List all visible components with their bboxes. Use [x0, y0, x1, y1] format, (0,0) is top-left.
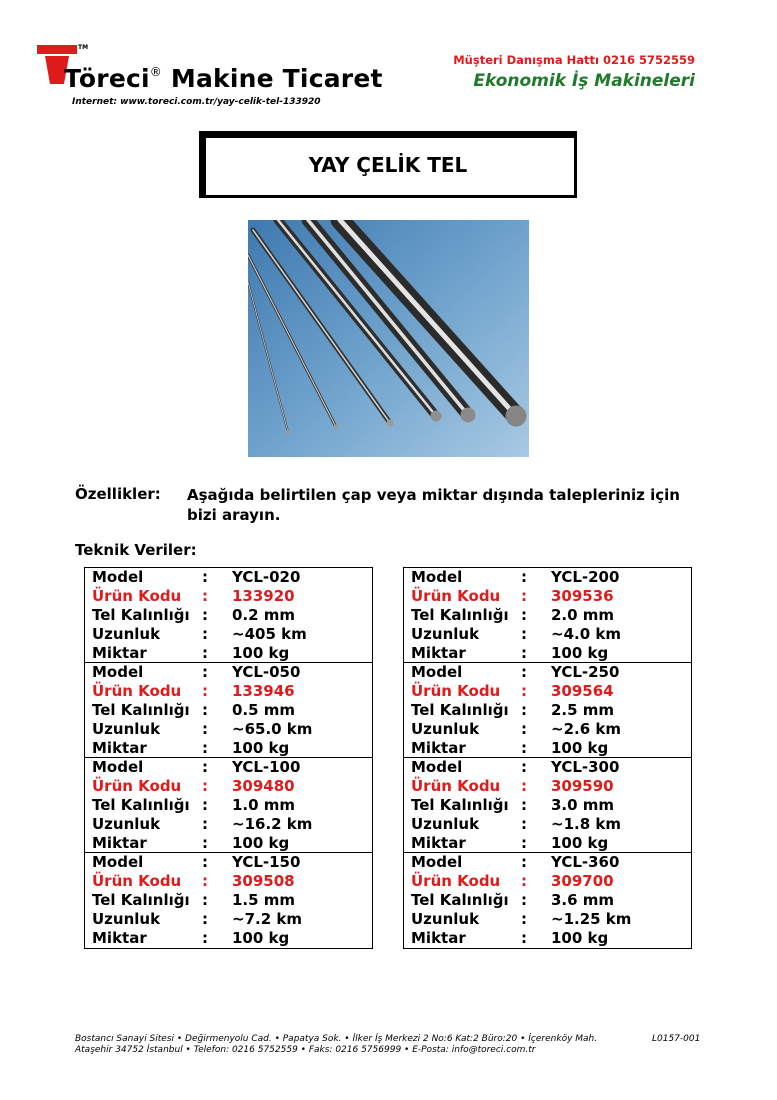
spec-row-quantity: [92, 644, 372, 663]
spec-label: Ürün Kodu: [92, 682, 182, 700]
spec-value-model: YCL-200: [551, 568, 620, 586]
product-spec-block: [85, 663, 372, 758]
spec-row-model: [92, 568, 372, 587]
product-spec-block: [85, 758, 372, 853]
spec-label: Uzunluk: [411, 625, 480, 643]
spec-row-quantity: [411, 644, 691, 663]
spec-row-length: [411, 910, 691, 929]
spec-separator: :: [202, 929, 208, 947]
spec-value-length: ~16.2 km: [232, 815, 313, 833]
spec-separator: :: [521, 739, 527, 757]
spec-value-thickness: 2.0 mm: [551, 606, 615, 624]
spec-value-thickness: 3.6 mm: [551, 891, 615, 909]
spec-row-length: [92, 720, 372, 739]
spec-value-length: ~405 km: [232, 625, 307, 643]
spec-row-model: [92, 853, 372, 872]
spec-row-model: [411, 853, 691, 872]
footer-address-line-1: Bostancı Sanayi Sitesi • Değirmenyolu Cad. • Papatya Sok. • İlker İş Merkezi 2 No:6 Kat:2 Büro:20 • İçerenköy Mah.: [75, 1034, 598, 1044]
product-spec-block: [85, 568, 372, 663]
spec-label: Miktar: [92, 644, 147, 662]
website-url[interactable]: Internet: www.toreci.com.tr/yay-celik-tel-133920: [72, 97, 321, 107]
spec-row-model: [411, 663, 691, 682]
spec-separator: :: [202, 777, 208, 795]
spec-value-code: 309536: [551, 587, 614, 605]
spec-separator: :: [202, 644, 208, 662]
spec-separator: :: [202, 891, 208, 909]
spec-label: Tel Kalınlığı: [411, 796, 509, 814]
spec-row-length: [92, 625, 372, 644]
spec-row-model: [92, 663, 372, 682]
spec-value-length: ~4.0 km: [551, 625, 621, 643]
page-title: YAY ÇELİK TEL: [308, 152, 468, 177]
spec-value-code: 309480: [232, 777, 295, 795]
spec-separator: :: [521, 796, 527, 814]
spec-row-model: [92, 758, 372, 777]
document-reference: L0157-001: [652, 1034, 701, 1044]
product-spec-block: [85, 853, 372, 948]
spec-value-thickness: 0.2 mm: [232, 606, 296, 624]
spec-column-left: [84, 567, 373, 949]
spec-value-quantity: 100 kg: [551, 834, 609, 852]
spec-value-code: 133946: [232, 682, 295, 700]
spec-label: Uzunluk: [411, 720, 480, 738]
spec-value-thickness: 3.0 mm: [551, 796, 615, 814]
spec-row-thickness: [411, 796, 691, 815]
tech-data-label: Teknik Veriler:: [75, 541, 197, 559]
features-text: Aşağıda belirtilen çap veya miktar dışında talepleriniz için bizi arayın.: [187, 486, 680, 524]
spec-separator: :: [521, 891, 527, 909]
spec-row-length: [411, 625, 691, 644]
spec-separator: :: [202, 853, 208, 871]
spec-row-quantity: [92, 929, 372, 948]
spec-separator: :: [521, 758, 527, 776]
spec-separator: :: [521, 587, 527, 605]
registered-mark: ®: [149, 65, 162, 79]
spec-separator: :: [521, 910, 527, 928]
spec-separator: :: [202, 758, 208, 776]
spec-separator: :: [521, 625, 527, 643]
hotline: Müşteri Danışma Hattı 0216 5752559: [453, 53, 695, 67]
spec-value-thickness: 2.5 mm: [551, 701, 615, 719]
spec-value-thickness: 1.0 mm: [232, 796, 296, 814]
spec-value-length: ~2.6 km: [551, 720, 621, 738]
spec-value-quantity: 100 kg: [551, 739, 609, 757]
spec-label: Ürün Kodu: [92, 777, 182, 795]
spec-label: Miktar: [411, 739, 466, 757]
spec-value-model: YCL-020: [232, 568, 301, 586]
spec-label: Model: [92, 758, 144, 776]
spec-separator: :: [521, 606, 527, 624]
spec-label: Tel Kalınlığı: [92, 891, 190, 909]
product-spec-block: [404, 853, 691, 948]
product-spec-block: [404, 568, 691, 663]
spec-separator: :: [202, 587, 208, 605]
spec-row-code: [92, 777, 372, 796]
spec-row-thickness: [92, 606, 372, 625]
spec-label: Tel Kalınlığı: [92, 796, 190, 814]
spec-separator: :: [202, 872, 208, 890]
spec-row-code: [411, 872, 691, 891]
spec-value-quantity: 100 kg: [232, 739, 290, 757]
spec-value-model: YCL-300: [551, 758, 620, 776]
spec-value-model: YCL-100: [232, 758, 301, 776]
spec-label: Miktar: [411, 929, 466, 947]
spec-value-code: 309564: [551, 682, 614, 700]
spec-value-length: ~65.0 km: [232, 720, 313, 738]
spec-separator: :: [202, 796, 208, 814]
spec-label: Uzunluk: [92, 625, 161, 643]
spec-separator: :: [521, 682, 527, 700]
spec-separator: :: [521, 929, 527, 947]
company-name-main: Töreci: [64, 64, 150, 93]
spec-label: Ürün Kodu: [411, 872, 501, 890]
spec-separator: :: [521, 777, 527, 795]
spec-value-model: YCL-360: [551, 853, 620, 871]
spec-separator: :: [202, 701, 208, 719]
spec-label: Ürün Kodu: [92, 872, 182, 890]
spec-label: Miktar: [92, 834, 147, 852]
product-spec-block: [404, 758, 691, 853]
spec-row-thickness: [411, 891, 691, 910]
spec-row-model: [411, 758, 691, 777]
spec-row-model: [411, 568, 691, 587]
spec-label: Ürün Kodu: [92, 587, 182, 605]
spec-row-quantity: [92, 739, 372, 758]
spec-row-thickness: [92, 891, 372, 910]
spec-label: Uzunluk: [411, 815, 480, 833]
title-box: [199, 131, 577, 198]
spec-separator: :: [521, 872, 527, 890]
spec-label: Tel Kalınlığı: [411, 891, 509, 909]
spec-label: Uzunluk: [411, 910, 480, 928]
spec-value-length: ~7.2 km: [232, 910, 302, 928]
spec-separator: :: [202, 739, 208, 757]
spec-label: Tel Kalınlığı: [92, 701, 190, 719]
spec-value-length: ~1.8 km: [551, 815, 621, 833]
spec-separator: :: [521, 834, 527, 852]
spec-separator: :: [202, 834, 208, 852]
spec-value-code: 133920: [232, 587, 295, 605]
spec-row-thickness: [92, 701, 372, 720]
spec-label: Model: [411, 568, 463, 586]
spec-row-code: [92, 682, 372, 701]
spec-column-right: [403, 567, 692, 949]
spec-value-code: 309700: [551, 872, 614, 890]
spec-separator: :: [202, 815, 208, 833]
spec-separator: :: [521, 663, 527, 681]
spec-label: Miktar: [411, 644, 466, 662]
spec-label: Model: [411, 758, 463, 776]
features-label: Özellikler:: [75, 485, 161, 503]
spec-label: Miktar: [92, 739, 147, 757]
spec-value-quantity: 100 kg: [551, 644, 609, 662]
spec-row-thickness: [411, 701, 691, 720]
spec-grid: [84, 567, 692, 951]
spec-value-code: 309508: [232, 872, 295, 890]
spec-label: Model: [92, 663, 144, 681]
spec-separator: :: [202, 682, 208, 700]
spec-value-thickness: 0.5 mm: [232, 701, 296, 719]
spec-separator: :: [521, 568, 527, 586]
spec-row-quantity: [92, 834, 372, 853]
spec-value-quantity: 100 kg: [551, 929, 609, 947]
spec-value-quantity: 100 kg: [232, 929, 290, 947]
spec-label: Tel Kalınlığı: [411, 701, 509, 719]
company-name: [64, 64, 383, 93]
spec-label: Uzunluk: [92, 910, 161, 928]
slogan: Ekonomik İş Makineleri: [473, 71, 695, 91]
spec-value-quantity: 100 kg: [232, 834, 290, 852]
spec-separator: :: [202, 568, 208, 586]
spec-value-thickness: 1.5 mm: [232, 891, 296, 909]
spec-row-length: [411, 720, 691, 739]
spec-row-code: [92, 872, 372, 891]
spec-label: Model: [411, 663, 463, 681]
footer-address-line-2: Ataşehir 34752 İstanbul • Telefon: 0216 5752559 • Faks: 0216 5756999 • E-Posta: info@toreci.com.tr: [75, 1045, 536, 1055]
spec-row-quantity: [411, 834, 691, 853]
spec-value-model: YCL-050: [232, 663, 301, 681]
spec-separator: :: [202, 606, 208, 624]
spec-label: Uzunluk: [92, 720, 161, 738]
spec-value-model: YCL-250: [551, 663, 620, 681]
spec-row-code: [411, 777, 691, 796]
spec-label: Ürün Kodu: [411, 777, 501, 795]
spec-separator: :: [521, 853, 527, 871]
spec-row-thickness: [92, 796, 372, 815]
spec-separator: :: [202, 663, 208, 681]
spec-label: Model: [92, 568, 144, 586]
spec-label: Tel Kalınlığı: [92, 606, 190, 624]
spec-label: Miktar: [92, 929, 147, 947]
spec-label: Uzunluk: [92, 815, 161, 833]
spec-value-quantity: 100 kg: [232, 644, 290, 662]
spec-value-code: 309590: [551, 777, 614, 795]
spec-value-model: YCL-150: [232, 853, 301, 871]
spec-label: Model: [411, 853, 463, 871]
spec-row-quantity: [411, 929, 691, 948]
spec-label: Miktar: [411, 834, 466, 852]
product-photo: [248, 220, 529, 457]
spec-label: Ürün Kodu: [411, 682, 501, 700]
spec-separator: :: [521, 720, 527, 738]
spec-row-length: [92, 910, 372, 929]
spec-value-length: ~1.25 km: [551, 910, 632, 928]
spec-label: Tel Kalınlığı: [411, 606, 509, 624]
spec-separator: :: [202, 910, 208, 928]
trademark-mark: TM: [78, 44, 89, 51]
product-spec-block: [404, 663, 691, 758]
spec-row-thickness: [411, 606, 691, 625]
spec-row-code: [411, 682, 691, 701]
spec-label: Model: [92, 853, 144, 871]
spec-separator: :: [202, 625, 208, 643]
company-name-rest: Makine Ticaret: [170, 64, 383, 93]
spec-label: Ürün Kodu: [411, 587, 501, 605]
spec-row-length: [92, 815, 372, 834]
spec-separator: :: [521, 701, 527, 719]
spec-separator: :: [521, 644, 527, 662]
spec-row-code: [411, 587, 691, 606]
spec-separator: :: [202, 720, 208, 738]
spec-row-code: [92, 587, 372, 606]
spec-row-length: [411, 815, 691, 834]
spec-separator: :: [521, 815, 527, 833]
spec-row-quantity: [411, 739, 691, 758]
